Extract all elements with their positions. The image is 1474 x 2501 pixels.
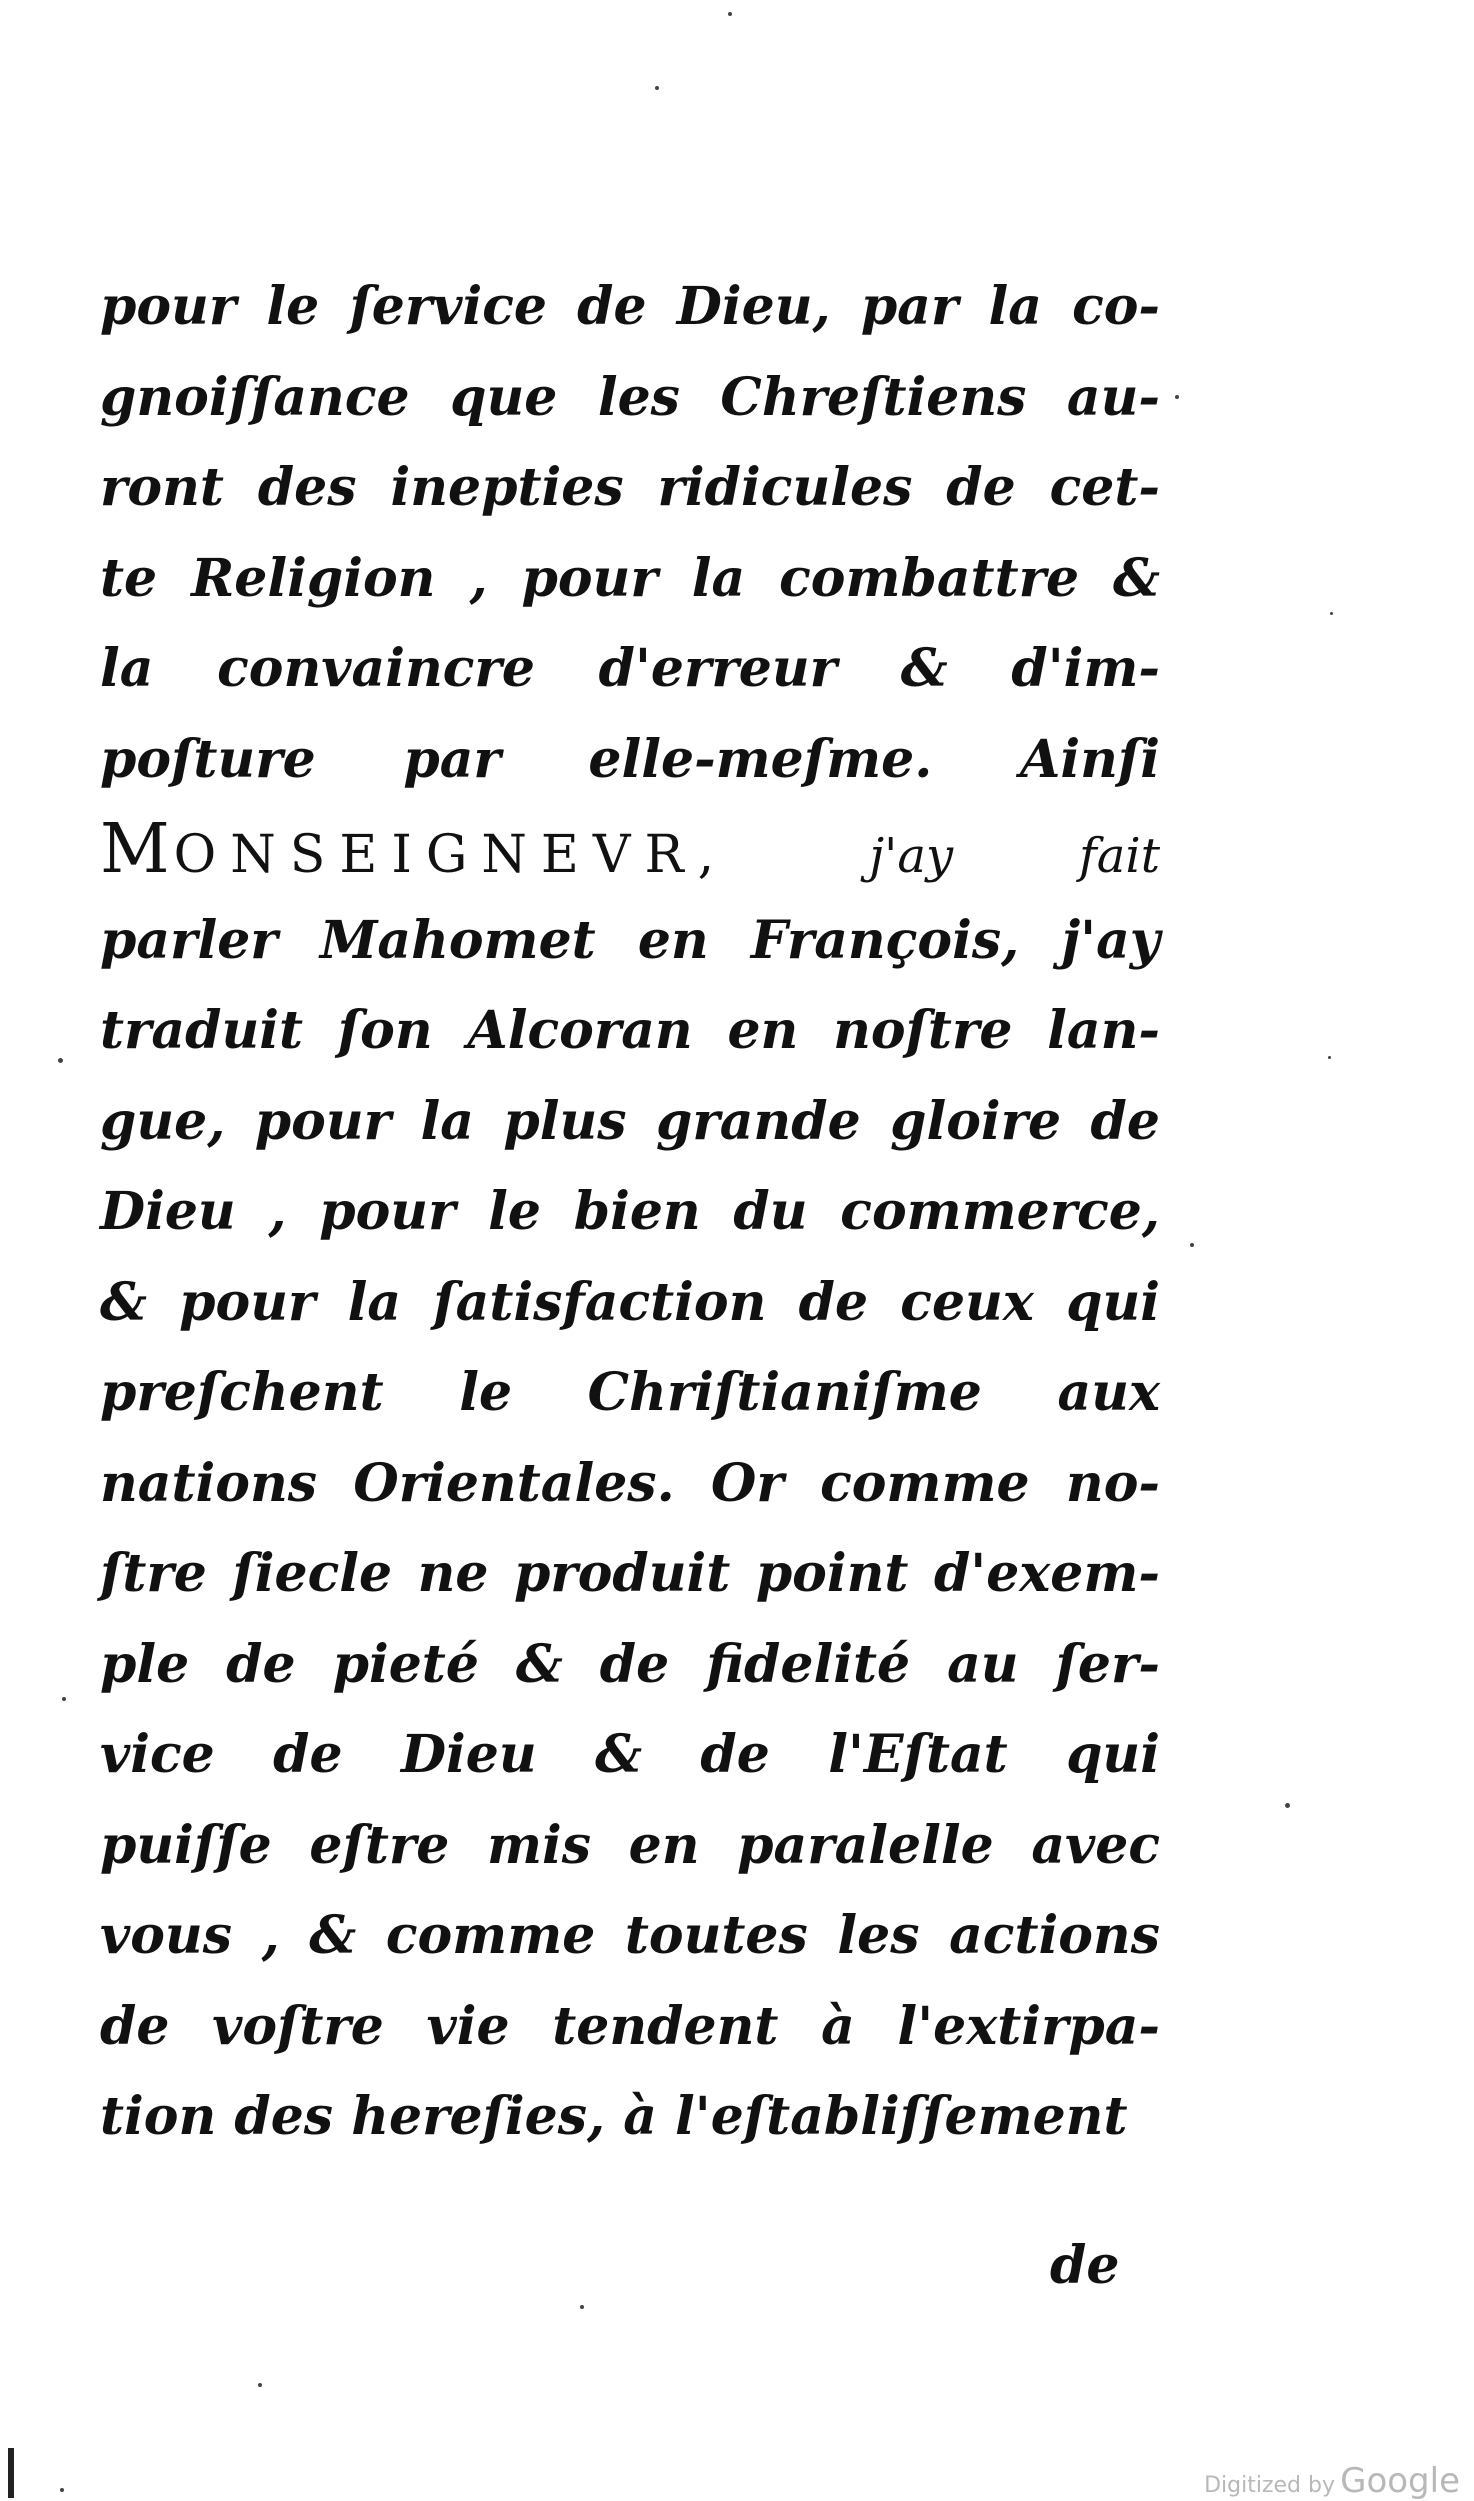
text-line: puiſſe eſtre mis en paralelle avec [100, 1814, 1160, 1876]
text-line: pour le ſervice de Dieu, par la co- [100, 276, 1160, 337]
text-line: poſture par elle-meſme. Ainſi [100, 728, 1160, 790]
scan-speck [62, 1697, 66, 1701]
watermark-prefix: Digitized by [1204, 2473, 1335, 2498]
catchword: de [1050, 2235, 1120, 2296]
scan-speck [1330, 612, 1333, 615]
text-line: traduit ſon Alcoran en noſtre lan- [100, 1000, 1160, 1061]
text-line: la convaincre d'erreur & d'im- [100, 638, 1160, 699]
text-line: tion des hereſies, à l'eſtabliſſement [100, 2086, 1128, 2147]
page-edge-mark [8, 2448, 14, 2498]
text-line: ſtre ſiecle ne produit point d'exem- [100, 1543, 1160, 1604]
scan-speck [655, 86, 659, 90]
text-line: vice de Dieu & de l'Eſtat qui [100, 1724, 1160, 1785]
scan-speck [1175, 395, 1179, 399]
digitized-watermark [1204, 2461, 1460, 2501]
text-line: gnoiſſance que les Chreſtiens au- [100, 366, 1160, 428]
scan-speck [258, 2383, 262, 2387]
page-text [100, 262, 1160, 2163]
salutation-initial: M [100, 810, 174, 889]
salutation-word: ONSEIGNEVR, [173, 825, 729, 885]
text-line: & pour la ſatisfaction de ceux qui [100, 1271, 1160, 1333]
scan-speck [728, 12, 732, 16]
scan-speck [60, 2488, 64, 2492]
text-line: gue, pour la plus grande gloire de [100, 1090, 1160, 1152]
text-line: Dieu , pour le bien du commerce, [100, 1181, 1160, 1242]
scan-speck [1190, 1243, 1194, 1247]
scan-speck [1328, 1056, 1331, 1059]
text-line: ront des inepties ridicules de cet- [100, 457, 1160, 518]
scan-speck [580, 2305, 584, 2309]
salutation-line [100, 805, 1160, 896]
text-line: parler Mahomet en François, j'ay [100, 909, 1160, 971]
text-line: nations Orientales. Or comme no- [100, 1452, 1160, 1514]
google-logo: Google [1340, 2461, 1460, 2501]
text-line: preſchent le Chriſtianiſme aux [100, 1362, 1160, 1423]
text-line: ple de pieté & de fidelité au ſer- [100, 1633, 1160, 1695]
scan-speck [1285, 1803, 1290, 1808]
scan-speck [58, 1058, 63, 1063]
text-line: de voſtre vie tendent à l'extirpa- [100, 1995, 1160, 2057]
text-line: vous , & comme toutes les actions [100, 1905, 1160, 1966]
salutation-tail: j'ay fait [869, 828, 1161, 884]
text-line: te Religion , pour la combattre & [100, 547, 1160, 609]
